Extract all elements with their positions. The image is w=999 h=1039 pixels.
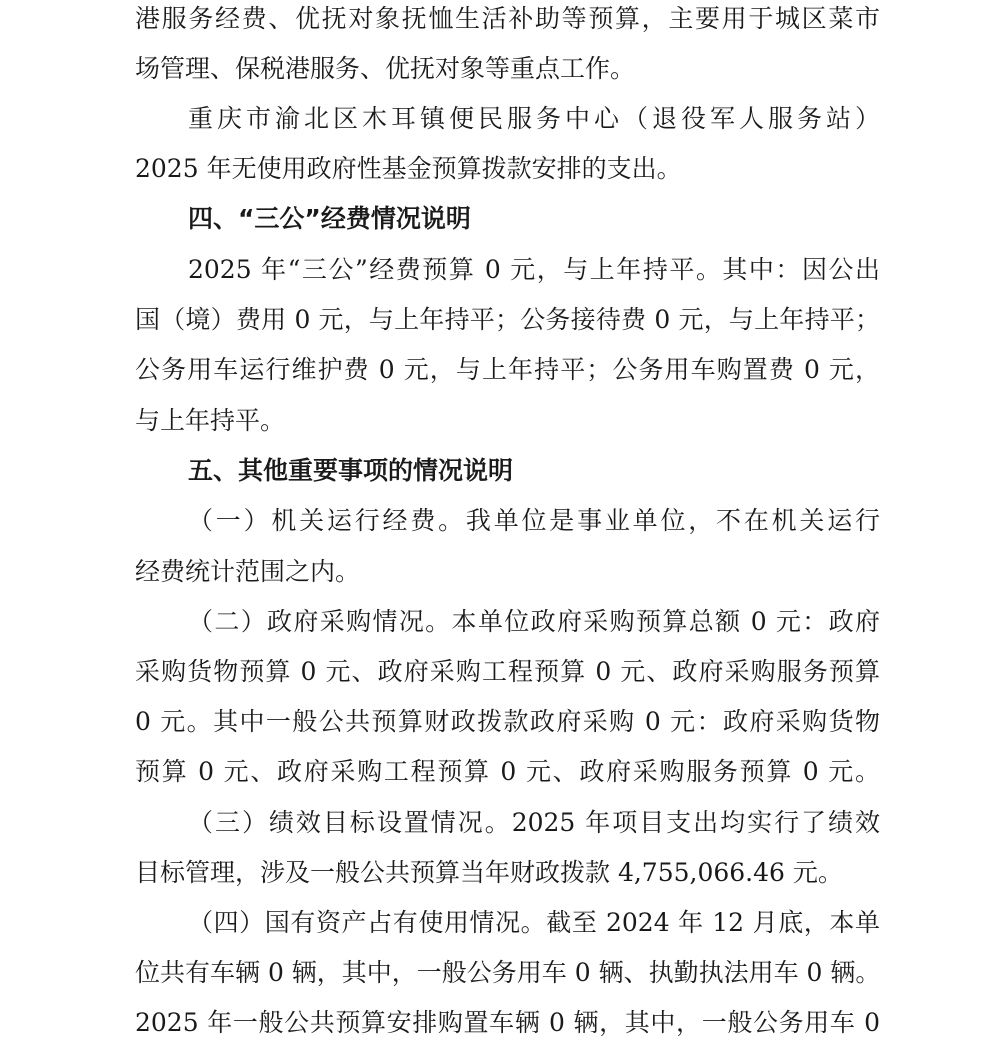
paragraph-line: 目标管理，涉及一般公共预算当年财政拨款 4,755,066.46 元。 <box>135 858 843 887</box>
paragraph-line: 2025 年一般公共预算安排购置车辆 0 辆，其中，一般公务用车 0 <box>135 1008 880 1037</box>
paragraph-line: 预算 0 元、政府采购工程预算 0 元、政府采购服务预算 0 元。 <box>135 757 880 786</box>
section-heading-other-matters: 五、其他重要事项的情况说明 <box>188 456 514 485</box>
paragraph-line: 公务用车运行维护费 0 元，与上年持平；公务用车购置费 0 元， <box>135 355 880 384</box>
section-heading-sangong: 四、“三公”经费情况说明 <box>188 204 471 233</box>
paragraph-line: 2025 年“三公”经费预算 0 元，与上年持平。其中：因公出 <box>188 255 880 284</box>
paragraph-line: 位共有车辆 0 辆，其中，一般公务用车 0 辆、执勤执法用车 0 辆。 <box>135 958 880 987</box>
paragraph-line: 2025 年无使用政府性基金预算拨款安排的支出。 <box>135 154 682 183</box>
paragraph-line: 港服务经费、优抚对象抚恤生活补助等预算，主要用于城区菜市 <box>135 4 880 33</box>
paragraph-line: （四）国有资产占有使用情况。截至 2024 年 12 月底，本单 <box>188 908 880 937</box>
paragraph-line: （三）绩效目标设置情况。2025 年项目支出均实行了绩效 <box>188 808 880 837</box>
paragraph-line: 0 元。其中一般公共预算财政拨款政府采购 0 元：政府采购货物 <box>135 707 880 736</box>
paragraph-line: （一）机关运行经费。我单位是事业单位，不在机关运行 <box>188 506 880 535</box>
paragraph-line: （二）政府采购情况。本单位政府采购预算总额 0 元：政府 <box>188 607 880 636</box>
paragraph-line: 国（境）费用 0 元，与上年持平；公务接待费 0 元，与上年持平； <box>135 305 880 334</box>
paragraph-line: 重庆市渝北区木耳镇便民服务中心（退役军人服务站） <box>188 104 880 133</box>
paragraph-line: 经费统计范围之内。 <box>135 557 361 586</box>
paragraph-line: 场管理、保税港服务、优抚对象等重点工作。 <box>135 54 636 83</box>
paragraph-line: 与上年持平。 <box>135 406 286 435</box>
paragraph-line: 采购货物预算 0 元、政府采购工程预算 0 元、政府采购服务预算 <box>135 657 880 686</box>
